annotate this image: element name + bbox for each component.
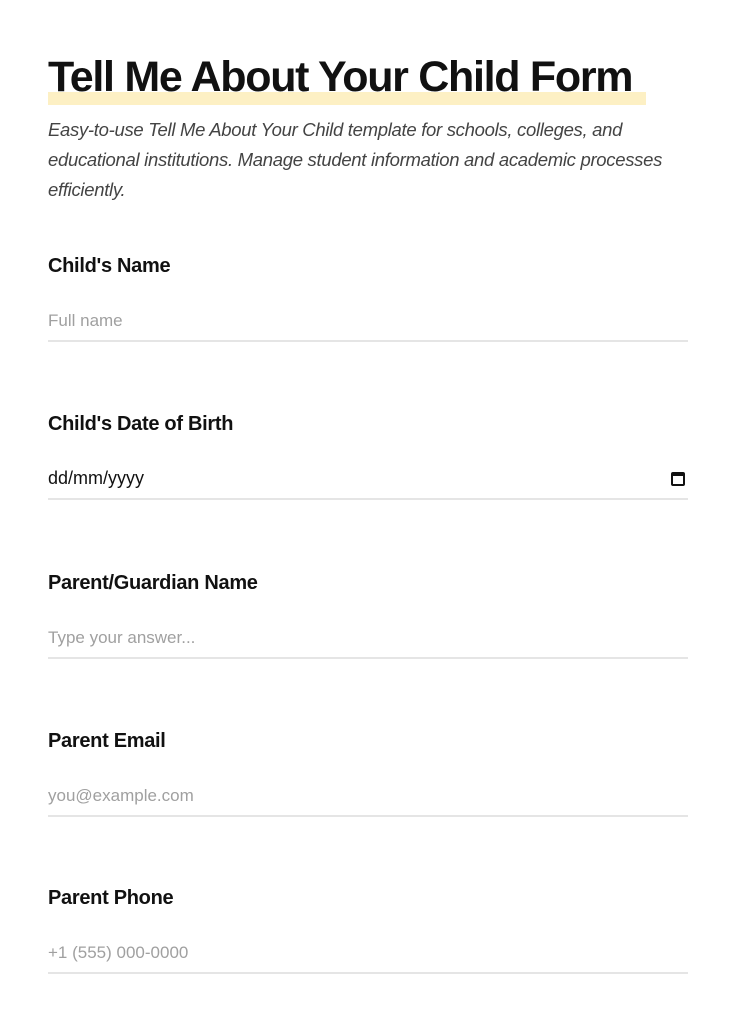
field-label: Parent Phone <box>48 887 174 909</box>
parent-name-input[interactable] <box>48 618 688 659</box>
calendar-icon[interactable] <box>671 472 685 486</box>
parent-phone-input[interactable] <box>48 933 688 974</box>
parent-email-input[interactable] <box>48 776 688 817</box>
field-parent-name <box>48 570 688 690</box>
child-name-input[interactable] <box>48 301 688 342</box>
field-label: Child's Date of Birth <box>48 413 234 435</box>
child-dob-input[interactable] <box>48 459 688 500</box>
field-child-dob <box>48 411 688 531</box>
field-label: Parent/Guardian Name <box>48 572 258 594</box>
form-description: Easy-to-use Tell Me About Your Child template for schools, colleges, and educational institutions. Manage student information and academic processes efficiently. <box>48 119 663 200</box>
field-label: Parent Email <box>48 730 166 752</box>
field-label: Child's Name <box>48 255 171 277</box>
field-parent-email <box>48 728 688 848</box>
date-placeholder: dd/mm/yyyy <box>48 468 145 488</box>
page-title: Tell Me About Your Child Form <box>48 53 633 101</box>
field-child-name <box>48 253 688 373</box>
field-parent-phone <box>48 885 688 1005</box>
